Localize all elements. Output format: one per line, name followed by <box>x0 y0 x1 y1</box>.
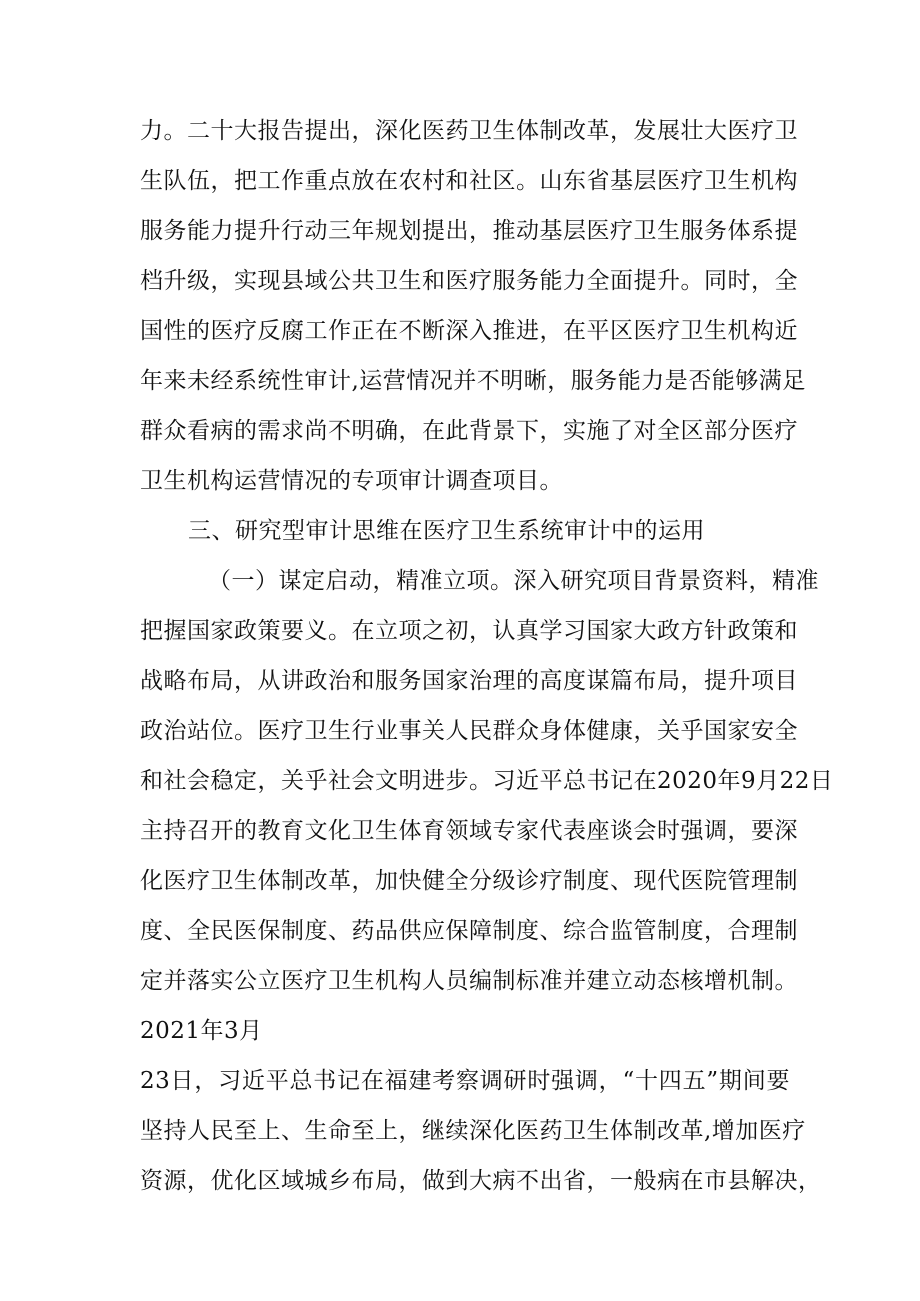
paragraph-2-line-13: 资源，优化区域城乡布局，做到大病不出省，一般病在市县解决， <box>140 1168 822 1194</box>
paragraph-2-line-7: 化医疗卫生体制改革，加快健全分级诊疗制度、现代医院管理制 <box>140 868 798 894</box>
paragraph-1-line-7: 群众看病的需求尚不明确，在此背景下，实施了对全区部分医疗 <box>140 418 798 444</box>
paragraph-2-line-4: 政治站位。医疗卫生行业事关人民群众身体健康，关乎国家安全 <box>140 718 798 744</box>
paragraph-1-line-4: 档升级，实现县域公共卫生和医疗服务能力全面提升。同时，全 <box>140 268 798 294</box>
paragraph-2-line-1: （一）谋定启动，精准立项。深入研究项目背景资料，精准 <box>208 568 819 594</box>
paragraph-2-line-3: 战略布局，从讲政治和服务国家治理的高度谋篇布局，提升项目 <box>140 668 798 694</box>
paragraph-1-line-3: 服务能力提升行动三年规划提出，推动基层医疗卫生服务体系提 <box>140 218 798 244</box>
paragraph-1-line-6: 年来未经系统性审计,运营情况并不明晰，服务能力是否能够满足 <box>140 368 806 394</box>
paragraph-2-line-6: 主持召开的教育文化卫生体育领域专家代表座谈会时强调，要深 <box>140 818 798 844</box>
paragraph-2-line-9: 定并落实公立医疗卫生机构人员编制标准并建立动态核增机制。 <box>140 968 798 994</box>
paragraph-1-line-5: 国性的医疗反腐工作正在不断深入推进，在平区医疗卫生机构近 <box>140 318 798 344</box>
section-heading-3: 三、研究型审计思维在医疗卫生系统审计中的运用 <box>188 518 705 544</box>
paragraph-2-line-8: 度、全民医保制度、药品供应保障制度、综合监管制度，合理制 <box>140 918 798 944</box>
paragraph-2-line-11: 23日，习近平总书记在福建考察调研时强调，“十四五”期间要 <box>140 1068 790 1094</box>
paragraph-2-line-12: 坚持人民至上、生命至上，继续深化医药卫生体制改革,增加医疗 <box>140 1118 806 1144</box>
paragraph-2-line-10: 2021年3月 <box>140 1018 263 1044</box>
paragraph-2-line-5: 和社会稳定，关乎社会文明进步。习近平总书记在2020年9月22日 <box>140 768 834 794</box>
paragraph-1-line-1: 力。二十大报告提出，深化医药卫生体制改革，发展壮大医疗卫 <box>140 118 798 144</box>
paragraph-2-line-2: 把握国家政策要义。在立项之初，认真学习国家大政方针政策和 <box>140 618 798 644</box>
paragraph-1-line-8: 卫生机构运营情况的专项审计调查项目。 <box>140 468 563 494</box>
paragraph-1-line-2: 生队伍，把工作重点放在农村和社区。山东省基层医疗卫生机构 <box>140 168 798 194</box>
